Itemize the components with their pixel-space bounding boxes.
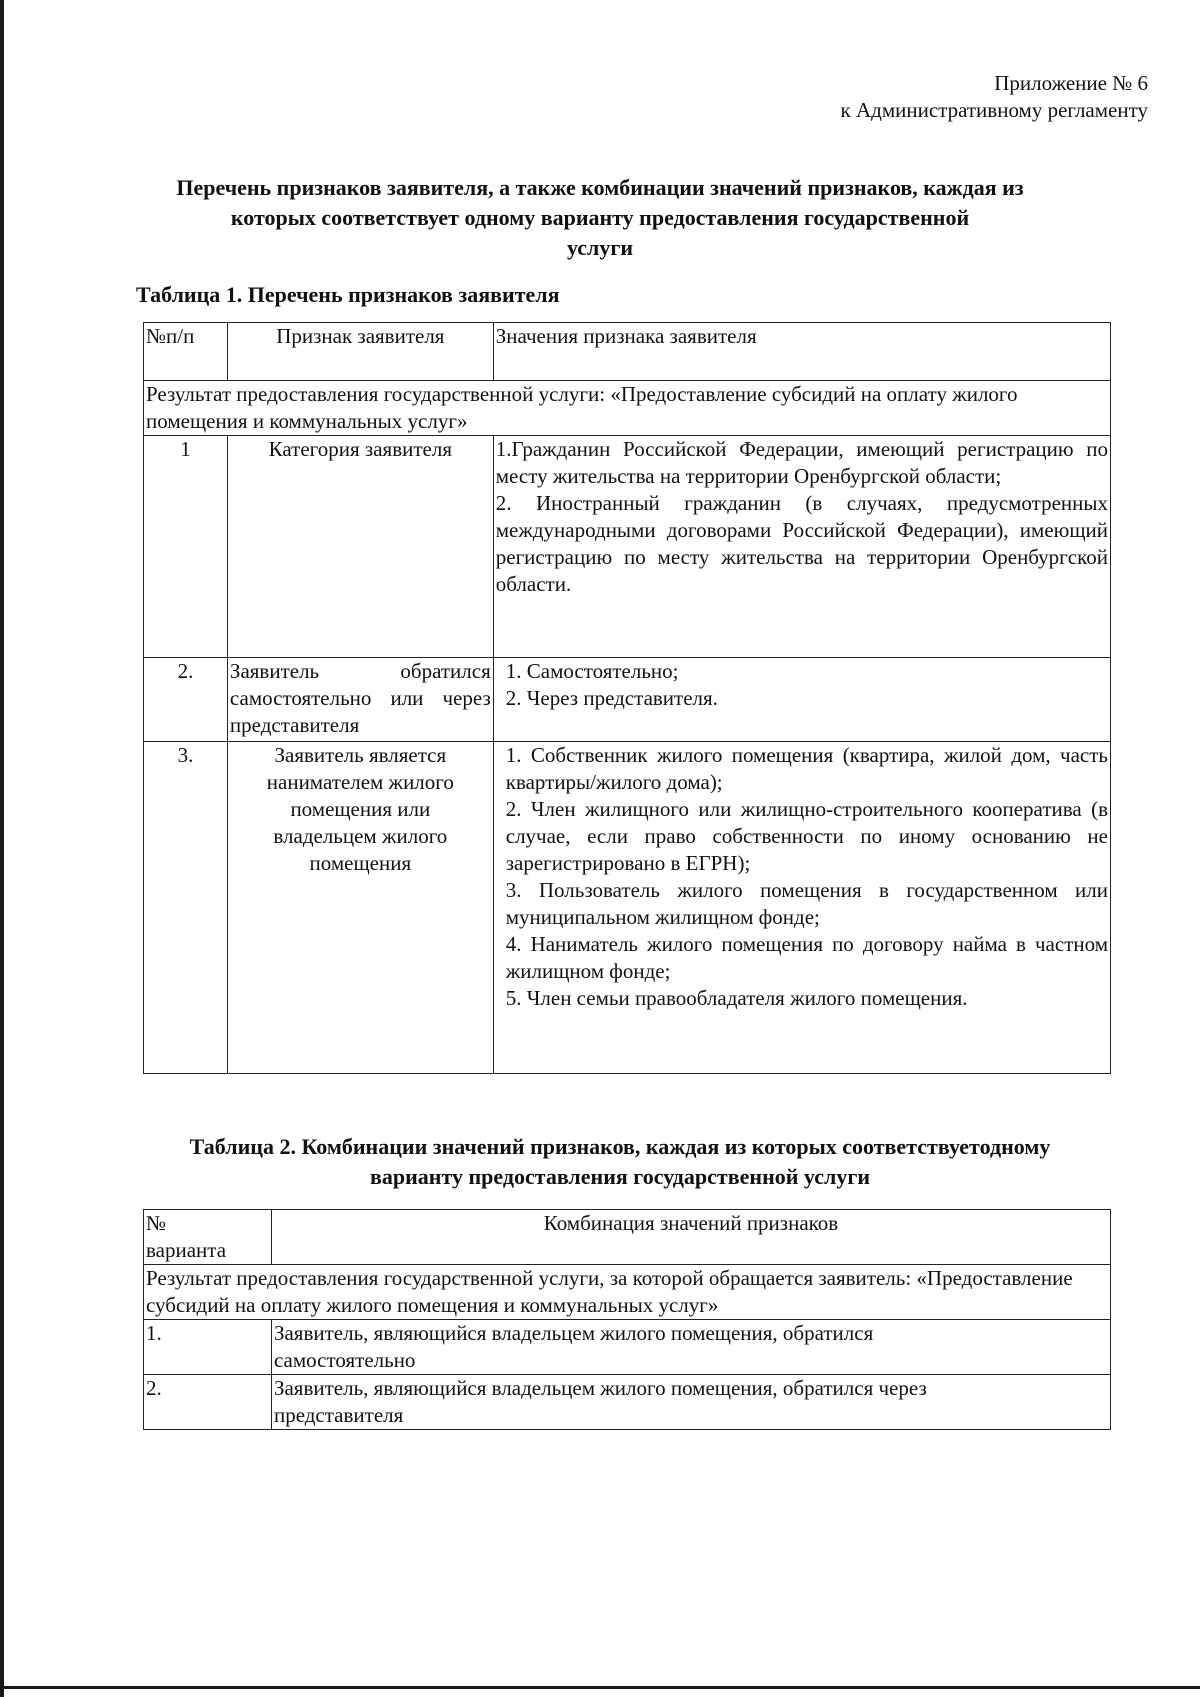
table2-caption-line-1: Таблица 2. Комбинации значений признаков, каждая из которых соответствуетодному (189, 1134, 1051, 1159)
table1-caption: Таблица 1. Перечень признаков заявителя (136, 282, 560, 307)
feature-name: Категория заявителя (227, 436, 493, 658)
row-number: 1 (144, 436, 228, 658)
document-title-line-3: услуги (566, 235, 634, 260)
table-row (144, 1375, 1111, 1430)
table2-caption-line-2: варианту предоставления государственной услуги (369, 1164, 871, 1189)
variant-number: 2. (144, 1375, 272, 1430)
table1-result-row (144, 381, 1111, 436)
table1-header-row (144, 323, 1111, 381)
value-item: 2. Через представителя. (505, 686, 718, 710)
appendix-header (841, 70, 1148, 124)
table1-header-values: Значения признака заявителя (493, 323, 1110, 381)
row-number: 3. (144, 742, 228, 1074)
scan-bottom-edge (0, 1686, 1200, 1689)
variant-number: 1. (144, 1320, 272, 1375)
feature-name: Заявитель является нанимателем жилого помещения или владельцем жилого помещения (227, 742, 493, 1074)
table2-result-row (144, 1265, 1111, 1320)
document-title (130, 173, 1070, 263)
table2-header-combo: Комбинация значений признаков (271, 1210, 1110, 1265)
table2-caption (140, 1132, 1100, 1192)
table1-result-text: Результат предоставления государственной услуги: «Предоставление субсидий на оплату жилого помещения и коммунальных услуг» (144, 381, 1111, 436)
feature-combinations-table (143, 1209, 1111, 1430)
table-row (144, 742, 1111, 1074)
applicant-features-table (143, 322, 1111, 1074)
value-item: 1. Собственник жилого помещения (квартира, жилой дом, часть квартиры/жилого дома); (505, 743, 1108, 794)
feature-name: Заявитель обратился самостоятельно или через представителя (227, 658, 493, 742)
value-item: 4. Наниматель жилого помещения по договору найма в частном жилищном фонде; (505, 932, 1108, 983)
table2-header-num: № варианта (144, 1210, 272, 1265)
table1-header-feature: Признак заявителя (227, 323, 493, 381)
variant-combination: Заявитель, являющийся владельцем жилого помещения, обратился самостоятельно (271, 1320, 1110, 1375)
table-row (144, 436, 1111, 658)
table-row (144, 658, 1111, 742)
value-item: 1.Гражданин Российской Федерации, имеющий регистрацию по месту жительства на территории Оренбургской области; (495, 437, 1108, 488)
feature-values (493, 742, 1110, 1074)
value-item: 2. Иностранный гражданин (в случаях, предусмотренных международными договорами Российской Федерации), имеющий регистрацию по месту жительства на территории Оренбургской области. (495, 491, 1108, 596)
document-title-line-1: Перечень признаков заявителя, а также комбинации значений признаков, каждая из (176, 175, 1024, 200)
feature-values (493, 436, 1110, 658)
value-item: 3. Пользователь жилого помещения в государственном или муниципальном жилищном фонде; (505, 878, 1108, 929)
table2-header-row (144, 1210, 1111, 1265)
table2-result-text: Результат предоставления государственной услуги, за которой обращается заявитель: «Предоставление субсидий на оплату жилого помещения и коммунальных услуг» (144, 1265, 1111, 1320)
value-item: 5. Член семьи правообладателя жилого помещения. (505, 986, 968, 1010)
value-item: 1. Самостоятельно; (505, 659, 679, 683)
variant-combination: Заявитель, являющийся владельцем жилого помещения, обратился через представителя (271, 1375, 1110, 1430)
table1-header-num: №п/п (144, 323, 228, 381)
row-number: 2. (144, 658, 228, 742)
value-item: 2. Член жилищного или жилищно-строительного кооператива (в случае, если право собственности по иному основанию не зарегистрировано в ЕГРН); (505, 797, 1108, 875)
appendix-number: Приложение № 6 (994, 71, 1148, 95)
appendix-reference: к Административному регламенту (840, 98, 1148, 122)
feature-values (493, 658, 1110, 742)
document-title-line-2: которых соответствует одному варианту предоставления государственной (230, 205, 970, 230)
table-row (144, 1320, 1111, 1375)
scan-left-edge (0, 0, 4, 1697)
